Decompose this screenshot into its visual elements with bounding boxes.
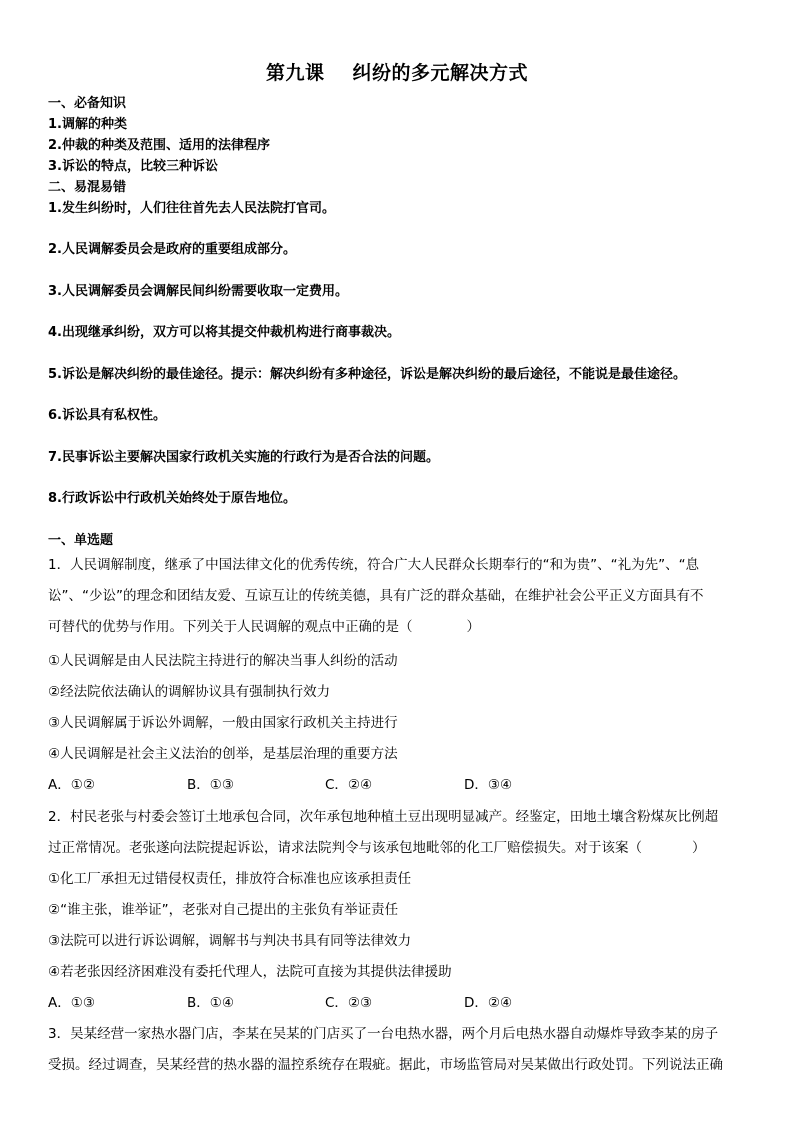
question-2-stem: 过正常情况。老张遂向法院提起诉讼，请求法院判令与该承包地毗邻的化工厂赔偿损失。对于该案（ xyxy=(48,840,642,856)
mistake-item: 2.人民调解委员会是政府的重要组成部分。 xyxy=(48,242,296,257)
question-2-line: 2．村民老张与村委会签订土地承包合同，次年承包地种植土豆出现明显减产。经鉴定，田地土壤含粉煤灰比例超 xyxy=(48,809,719,825)
knowledge-item: 2.仲裁的种类及范围、适用的法律程序 xyxy=(48,138,270,153)
knowledge-item: 1.调解的种类 xyxy=(48,117,127,132)
question-1-line xyxy=(48,615,480,635)
option-c[interactable]: C．②③ xyxy=(325,995,373,1011)
answer-bracket: ） xyxy=(692,840,706,856)
section-heading-knowledge: 一、必备知识 xyxy=(48,96,127,111)
statement: ①化工厂承担无过错侵权责任，排放符合标准也应该承担责任 xyxy=(48,871,412,887)
statement: ④若老张因经济困难没有委托代理人，法院可直接为其提供法律援助 xyxy=(48,964,452,980)
option-b[interactable]: B．①③ xyxy=(187,777,234,793)
mistake-item: 5.诉讼是解决纠纷的最佳途径。提示：解决纠纷有多种途径，诉讼是解决纠纷的最后途径，不能说是最佳途径。 xyxy=(48,367,686,382)
mistake-item: 4.出现继承纠纷，双方可以将其提交仲裁机构进行商事裁决。 xyxy=(48,325,400,340)
option-c[interactable]: C．②④ xyxy=(325,777,373,793)
lesson-number: 第九课 xyxy=(265,62,325,84)
mistake-item: 1.发生纠纷时，人们往往首先去人民法院打官司。 xyxy=(48,201,335,216)
mistake-item: 7.民事诉讼主要解决国家行政机关实施的行政行为是否合法的问题。 xyxy=(48,450,439,465)
lesson-topic: 纠纷的多元解决方式 xyxy=(352,62,529,84)
question-2-line xyxy=(48,836,706,856)
statement: ①人民调解是由人民法院主持进行的解决当事人纠纷的活动 xyxy=(48,653,398,669)
statement: ②“谁主张，谁举证”，老张对自己提出的主张负有举证责任 xyxy=(48,902,399,918)
mistake-item: 8.行政诉讼中行政机关始终处于原告地位。 xyxy=(48,491,296,506)
mistake-item: 6.诉讼具有私权性。 xyxy=(48,408,166,423)
question-1-stem: 可替代的优势与作用。下列关于人民调解的观点中正确的是（ xyxy=(48,619,413,635)
option-a[interactable]: A．①② xyxy=(48,777,95,793)
question-3-line: 3．吴某经营一家热水器门店，李某在吴某的门店买了一台电热水器，两个月后电热水器自动爆炸导致李某的房子 xyxy=(48,1026,719,1042)
option-a[interactable]: A．①③ xyxy=(48,995,95,1011)
question-1-line: 讼”、“少讼”的理念和团结友爱、互谅互让的传统美德，具有广泛的群众基础，在维护社会公平正义方面具有不 xyxy=(48,588,704,604)
mistake-item: 3.人民调解委员会调解民间纠纷需要收取一定费用。 xyxy=(48,284,348,299)
section-heading-mistakes: 二、易混易错 xyxy=(48,180,127,195)
knowledge-item: 3.诉讼的特点，比较三种诉讼 xyxy=(48,159,218,174)
option-d[interactable]: D．③④ xyxy=(464,777,513,793)
statement: ③法院可以进行诉讼调解，调解书与判决书具有同等法律效力 xyxy=(48,933,412,949)
question-1-line: 1．人民调解制度，继承了中国法律文化的优秀传统，符合广大人民群众长期奉行的“和为贵”、“礼为先”、“息 xyxy=(48,557,700,573)
section-heading-single-choice: 一、单选题 xyxy=(48,533,114,548)
statement: ②经法院依法确认的调解协议具有强制执行效力 xyxy=(48,684,331,700)
answer-bracket: ） xyxy=(466,619,480,635)
option-d[interactable]: D．②④ xyxy=(464,995,513,1011)
statement: ④人民调解是社会主义法治的创举，是基层治理的重要方法 xyxy=(48,746,398,762)
question-3-line: 受损。经过调查，吴某经营的热水器的温控系统存在瑕疵。据此，市场监管局对吴某做出行政处罚。下列说法正确 xyxy=(48,1057,723,1073)
option-b[interactable]: B．①④ xyxy=(187,995,234,1011)
statement: ③人民调解属于诉讼外调解，一般由国家行政机关主持进行 xyxy=(48,715,398,731)
page-title xyxy=(0,58,794,85)
